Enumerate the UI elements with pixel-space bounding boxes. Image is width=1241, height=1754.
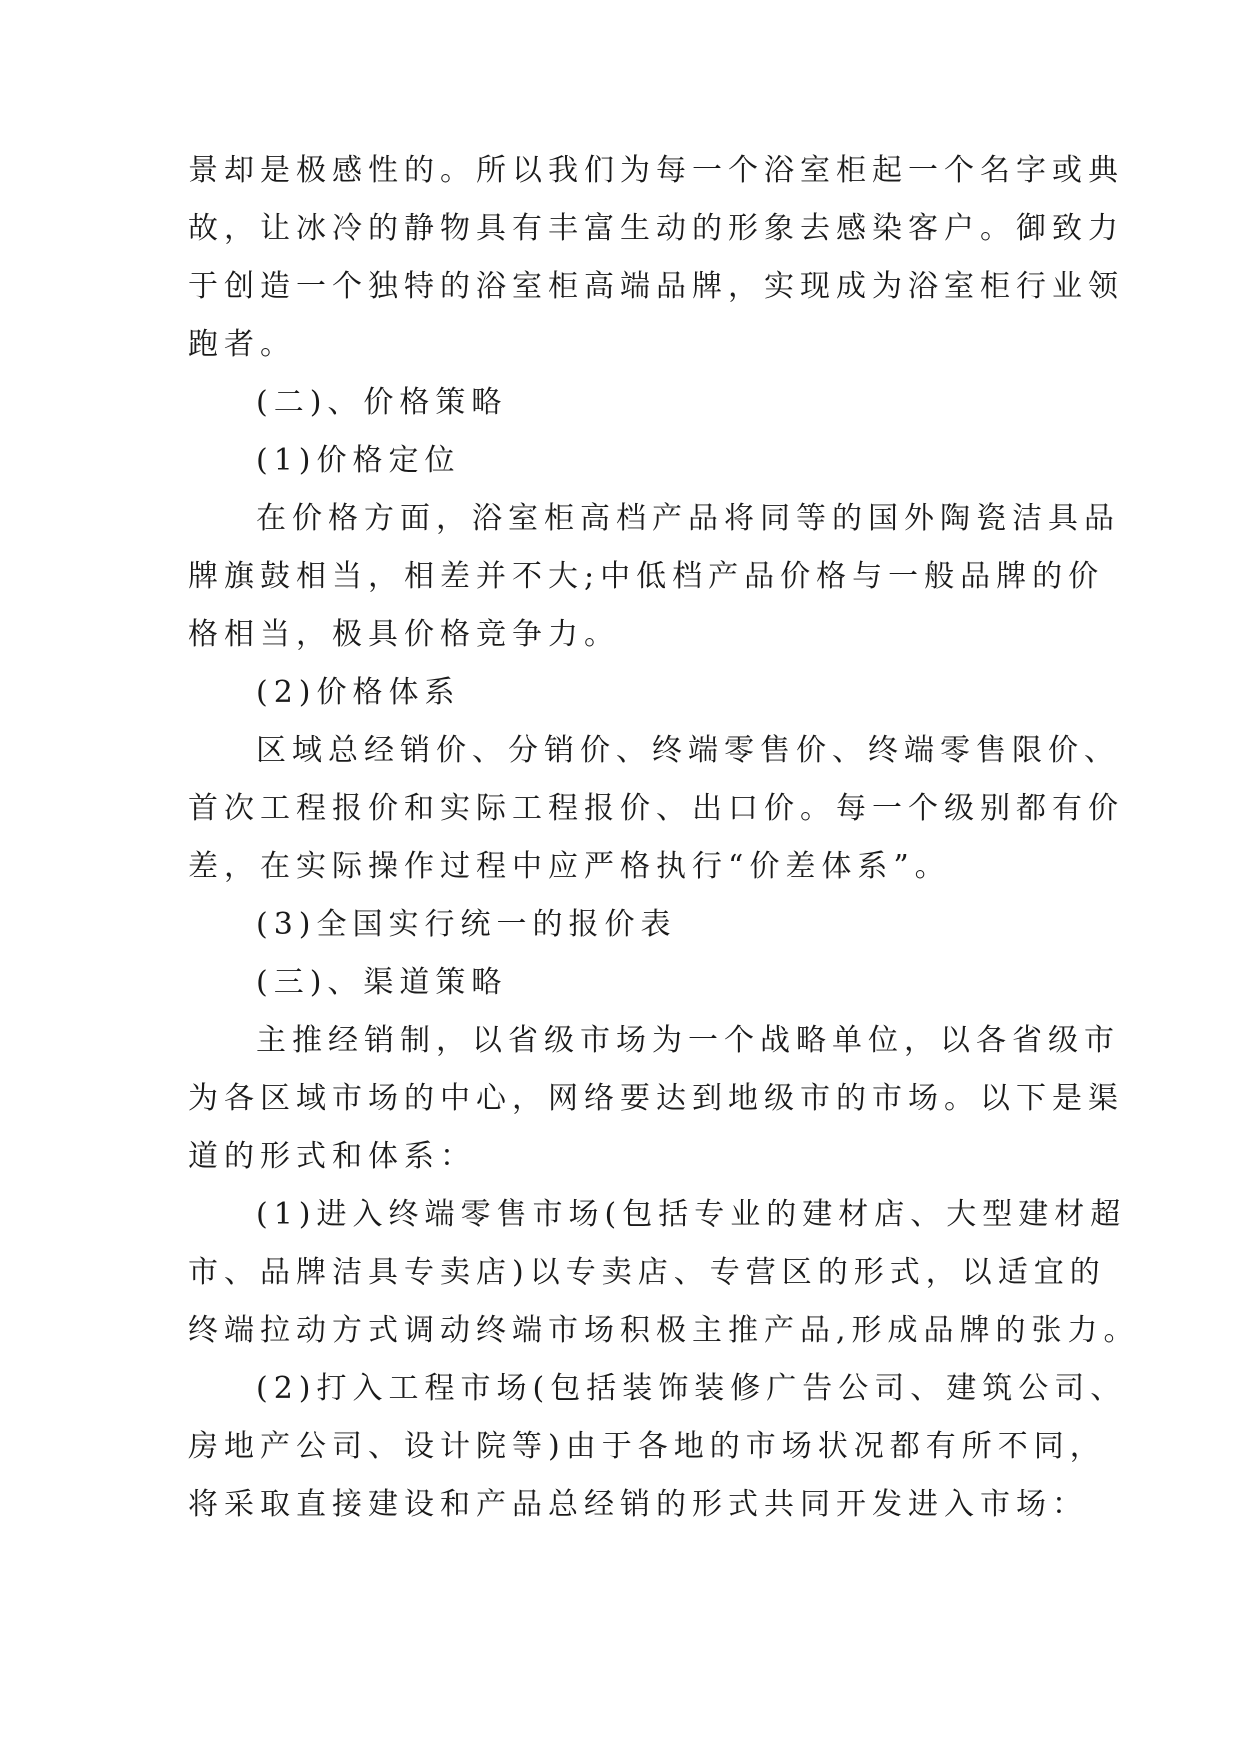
text-line: 于创造一个独特的浴室柜高端品牌，实现成为浴室柜行业领 — [188, 269, 1124, 304]
text-line: 故，让冰冷的静物具有丰富生动的形象去感染客户。御致力 — [188, 211, 1124, 246]
text-line: 道的形式和体系： — [188, 1139, 476, 1174]
text-line: 格相当，极具价格竞争力。 — [188, 617, 620, 652]
text-line: 跑者。 — [188, 327, 296, 362]
text-line: 终端拉动方式调动终端市场积极主推产品,形成品牌的张力。 — [188, 1313, 1140, 1348]
paragraph-start-line: 主推经销制，以省级市场为一个战略单位，以各省级市 — [256, 1023, 1120, 1058]
text-line: 景却是极感性的。所以我们为每一个浴室柜起一个名字或典 — [188, 153, 1124, 188]
paragraph-start-line: (1)进入终端零售市场(包括专业的建材店、大型建材超 — [256, 1197, 1127, 1232]
text-line: 首次工程报价和实际工程报价、出口价。每一个级别都有价 — [188, 791, 1124, 826]
text-line: 市、品牌洁具专卖店)以专卖店、专营区的形式，以适宜的 — [188, 1255, 1106, 1290]
paragraph-start-line: (3)全国实行统一的报价表 — [256, 907, 677, 942]
paragraph-start-line: (2)价格体系 — [256, 675, 461, 710]
text-line: 差，在实际操作过程中应严格执行“价差体系”。 — [188, 849, 951, 884]
paragraph-start-line: 在价格方面，浴室柜高档产品将同等的国外陶瓷洁具品 — [256, 501, 1120, 536]
text-line: 将采取直接建设和产品总经销的形式共同开发进入市场： — [188, 1487, 1088, 1522]
paragraph-start-line: (三)、渠道策略 — [256, 965, 508, 1000]
paragraph-start-line: 区域总经销价、分销价、终端零售价、终端零售限价、 — [256, 733, 1120, 768]
document-body — [188, 142, 1140, 1534]
text-line: 牌旗鼓相当，相差并不大;中低档产品价格与一般品牌的价 — [188, 559, 1105, 594]
paragraph-start-line: (二)、价格策略 — [256, 385, 508, 420]
text-line: 房地产公司、设计院等)由于各地的市场状况都有所不同， — [188, 1429, 1106, 1464]
paragraph-start-line: (2)打入工程市场(包括装饰装修广告公司、建筑公司、 — [256, 1371, 1127, 1406]
text-line: 为各区域市场的中心，网络要达到地级市的市场。以下是渠 — [188, 1081, 1124, 1116]
paragraph-start-line: (1)价格定位 — [256, 443, 461, 478]
